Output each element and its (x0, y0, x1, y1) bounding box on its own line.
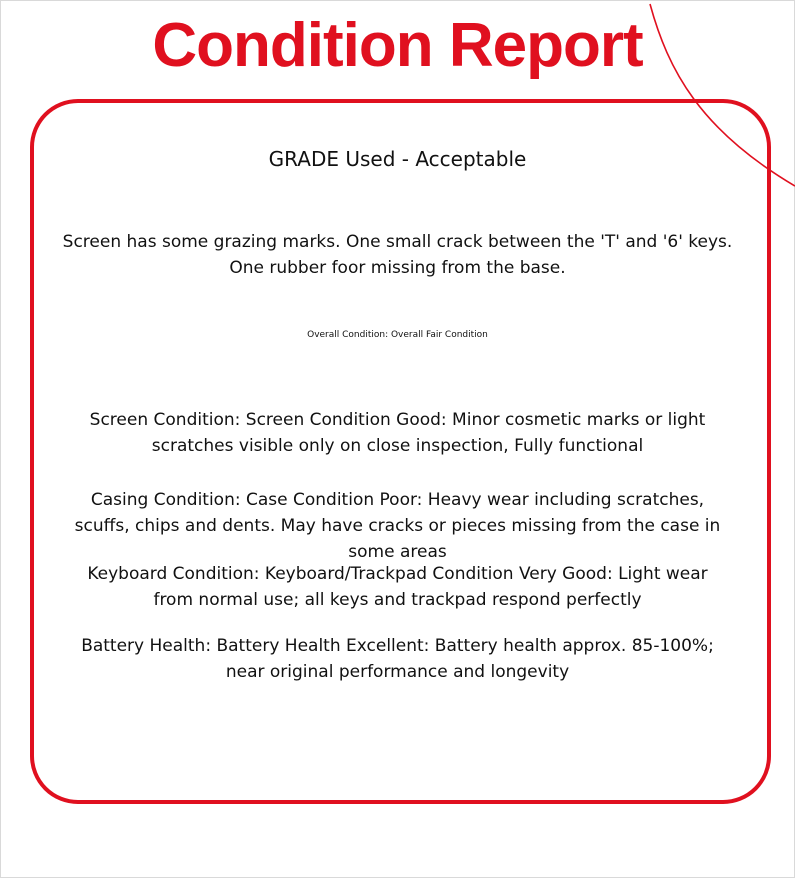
grade-heading: GRADE Used - Acceptable (268, 147, 527, 171)
notes-line: One rubber foor missing from the base. (229, 258, 566, 278)
battery-health (40, 633, 755, 685)
casing-condition (40, 487, 755, 565)
casing-condition-line: scuffs, chips and dents. May have cracks or pieces missing from the case in (74, 516, 721, 536)
screen-condition-line: Screen Condition: Screen Condition Good: Minor cosmetic marks or light (89, 410, 706, 430)
screen-condition (40, 407, 755, 459)
notes-line: Screen has some grazing marks. One small crack between the 'T' and '6' keys. (62, 232, 733, 252)
casing-condition-line: Casing Condition: Case Condition Poor: Heavy wear including scratches, (90, 490, 705, 510)
overall-condition: Overall Condition: Overall Fair Condition (307, 330, 488, 340)
keyboard-condition (40, 561, 755, 613)
keyboard-condition-line: from normal use; all keys and trackpad respond perfectly (153, 590, 642, 610)
report-title: Condition Report (152, 11, 643, 80)
battery-health-line: Battery Health: Battery Health Excellent: Battery health approx. 85-100%; (81, 636, 714, 656)
casing-condition-line: some areas (348, 542, 447, 562)
keyboard-condition-line: Keyboard Condition: Keyboard/Trackpad Condition Very Good: Light wear (87, 564, 708, 584)
condition-notes (40, 229, 755, 281)
battery-health-line: near original performance and longevity (225, 662, 570, 682)
screen-condition-line: scratches visible only on close inspection, Fully functional (151, 436, 644, 456)
